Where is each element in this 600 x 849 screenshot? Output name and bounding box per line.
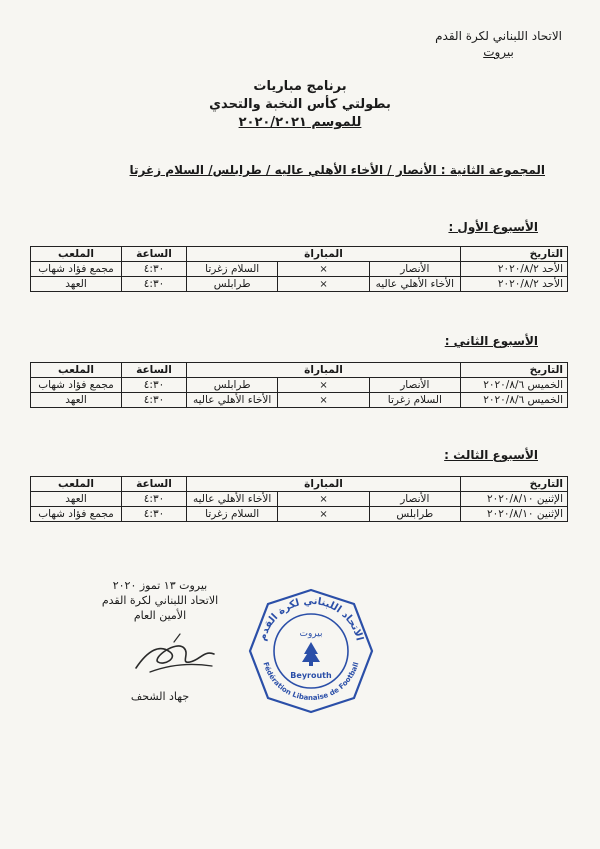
header-match: المباراة <box>187 477 461 492</box>
cell-away-team: السلام زغرتا <box>187 262 278 277</box>
stamp-arabic-ring: الاتحاد اللبناني لكرة القدم <box>257 595 365 643</box>
header-time: الساعة <box>122 363 187 378</box>
cell-home-team: الأخاء الأهلي عاليه <box>369 277 460 292</box>
cell-vs: × <box>278 262 369 277</box>
stamp-french-ring: Fédération Libanaise de Football <box>261 661 361 703</box>
cell-time: ٤:٣٠ <box>122 378 187 393</box>
cell-venue: مجمع فؤاد شهاب <box>31 507 122 522</box>
cell-vs: × <box>278 378 369 393</box>
federation-stamp <box>246 586 376 716</box>
table-header-row <box>31 247 568 262</box>
cell-home-team: الأنصار <box>369 378 460 393</box>
table-row <box>31 393 568 408</box>
table-row <box>31 492 568 507</box>
cell-venue: مجمع فؤاد شهاب <box>31 262 122 277</box>
cell-time: ٤:٣٠ <box>122 277 187 292</box>
week-1-title: الأسبوع الأول : <box>448 220 538 234</box>
group-line: المجموعة الثانية : الأنصار / الأخاء الأهلي عاليه / طرابلس/ السلام زغرتا <box>129 163 545 177</box>
header-venue: الملعب <box>31 363 122 378</box>
header-date: التاريخ <box>461 477 568 492</box>
cell-home-team: طرابلس <box>369 507 460 522</box>
header-match: المباراة <box>187 363 461 378</box>
cell-away-team: الأخاء الأهلي عاليه <box>187 492 278 507</box>
cedar-icon <box>302 642 320 666</box>
handwritten-signature <box>130 632 220 682</box>
document-titles <box>0 78 600 132</box>
cell-venue: العهد <box>31 393 122 408</box>
cell-venue: العهد <box>31 277 122 292</box>
signatory-name: جهاد الشحف <box>130 690 190 703</box>
header-time: الساعة <box>122 477 187 492</box>
stamp-city-french: Beyrouth <box>290 671 332 680</box>
cell-away-team: الأخاء الأهلي عاليه <box>187 393 278 408</box>
cell-home-team: الأنصار <box>369 492 460 507</box>
cell-vs: × <box>278 492 369 507</box>
week-3-table <box>30 476 568 522</box>
signature-role: الأمين العام <box>133 609 187 622</box>
table-row <box>31 262 568 277</box>
header-venue: الملعب <box>31 477 122 492</box>
cell-date: الأحد ٢٠٢٠/٨/٢ <box>461 277 568 292</box>
cell-vs: × <box>278 507 369 522</box>
table-header-row <box>31 477 568 492</box>
header-match: المباراة <box>187 247 461 262</box>
cell-away-team: طرابلس <box>187 378 278 393</box>
week-2-title: الأسبوع الثاني : <box>444 334 538 348</box>
cell-date: الخميس ٢٠٢٠/٨/٦ <box>461 393 568 408</box>
organization-city: بيروت <box>483 45 514 59</box>
week-2-table <box>30 362 568 408</box>
cell-vs: × <box>278 393 369 408</box>
table-row <box>31 277 568 292</box>
stamp-city-arabic: بيروت <box>299 629 323 639</box>
table-row <box>31 507 568 522</box>
table-row <box>31 378 568 393</box>
cell-date: الإثنين ٢٠٢٠/٨/١٠ <box>461 492 568 507</box>
cell-away-team: طرابلس <box>187 277 278 292</box>
cell-date: الأحد ٢٠٢٠/٨/٢ <box>461 262 568 277</box>
signature-block <box>60 578 260 623</box>
cell-venue: مجمع فؤاد شهاب <box>31 378 122 393</box>
title-season: للموسم ٢٠٢٠/٢٠٢١ <box>238 115 362 130</box>
cell-home-team: الأنصار <box>369 262 460 277</box>
cell-home-team: السلام زغرتا <box>369 393 460 408</box>
organization-name: الاتحاد اللبناني لكرة القدم <box>435 29 562 43</box>
header-date: التاريخ <box>461 247 568 262</box>
cell-date: الخميس ٢٠٢٠/٨/٦ <box>461 378 568 393</box>
title-line-2: بطولتي كأس النخبة والتحدي <box>209 97 391 112</box>
week-1-table <box>30 246 568 292</box>
header-venue: الملعب <box>31 247 122 262</box>
header-time: الساعة <box>122 247 187 262</box>
cell-away-team: السلام زغرتا <box>187 507 278 522</box>
cell-time: ٤:٣٠ <box>122 262 187 277</box>
signature-organization: الاتحاد اللبناني لكرة القدم <box>101 594 219 607</box>
header-date: التاريخ <box>461 363 568 378</box>
organization-header <box>435 28 562 60</box>
cell-time: ٤:٣٠ <box>122 492 187 507</box>
cell-date: الإثنين ٢٠٢٠/٨/١٠ <box>461 507 568 522</box>
title-line-1: برنامج مباريات <box>253 79 347 94</box>
signature-date: بيروت ١٣ تموز ٢٠٢٠ <box>112 579 208 592</box>
cell-vs: × <box>278 277 369 292</box>
cell-time: ٤:٣٠ <box>122 393 187 408</box>
cell-venue: العهد <box>31 492 122 507</box>
cell-time: ٤:٣٠ <box>122 507 187 522</box>
week-3-title: الأسبوع الثالث : <box>444 448 538 462</box>
table-header-row <box>31 363 568 378</box>
